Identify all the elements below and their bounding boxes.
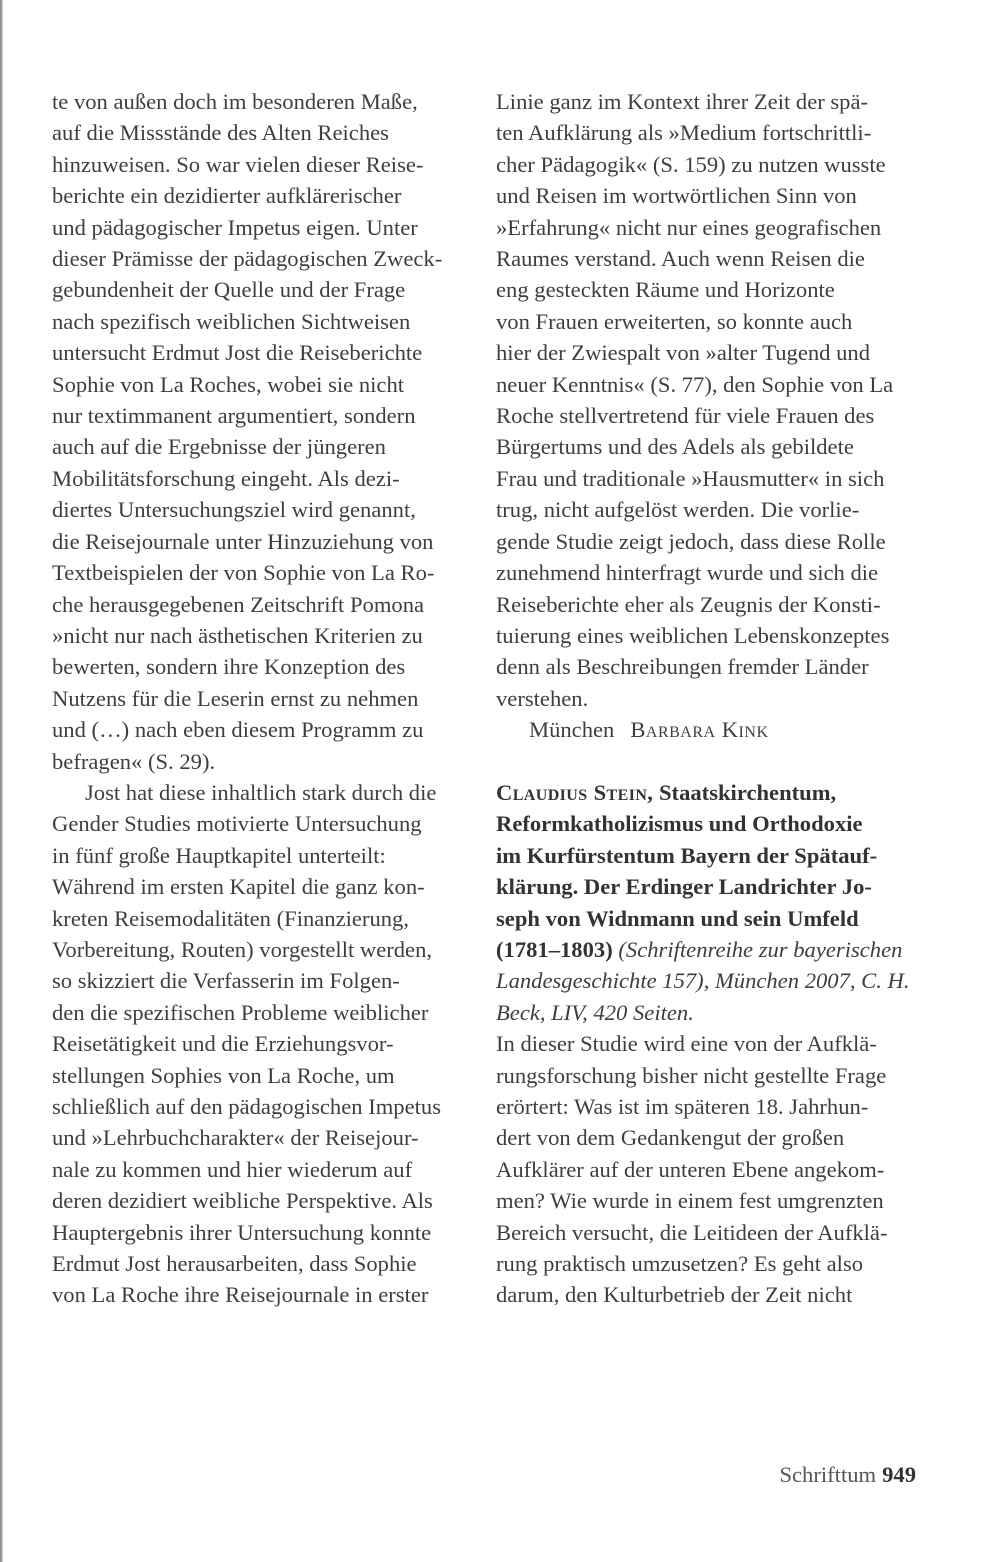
text-line: te von außen doch im besonderen Maße, xyxy=(52,89,418,114)
text-line: zunehmend hinterfragt wurde und sich die xyxy=(496,560,879,586)
review-publication-line: Landesgeschichte 157), München 2007, C. H. xyxy=(496,968,910,994)
text-line: Reisetätigkeit und die Erziehungsvor- xyxy=(52,1031,394,1057)
review-author: Claudius Stein, xyxy=(496,779,654,805)
text-line: und »Lehrbuchcharakter« der Reisejour- xyxy=(52,1125,419,1151)
page-edge-shadow xyxy=(0,0,3,1562)
text-line: che herausgegebenen Zeitschrift Pomona xyxy=(52,591,425,617)
text-line: deren dezidiert weibliche Perspektive. Als xyxy=(52,1188,433,1214)
text-line: ten Aufklärung als »Medium fortschrittli- xyxy=(496,120,872,146)
text-line: nur textimmanent argumentiert, sondern xyxy=(52,403,416,429)
review-heading-line: im Kurfürstentum Bayern der Spätauf- xyxy=(496,842,878,868)
text-line: diertes Untersuchungsziel wird genannt, xyxy=(52,497,416,523)
text-line: rung praktisch umzusetzen? Es geht also xyxy=(496,1251,864,1277)
review-series: (Schriftenreihe zur bayerischen xyxy=(618,936,903,962)
text-line: men? Wie wurde in einem fest umgrenzten xyxy=(496,1188,884,1214)
review-heading-line: Reformkatholizismus und Orthodoxie xyxy=(496,811,863,837)
paragraph-start-line: Jost hat diese inhaltlich stark durch die xyxy=(85,779,437,805)
running-footer-section: Schrifttum xyxy=(779,1462,877,1487)
review-heading-line xyxy=(496,934,916,965)
text-line: Linie ganz im Kontext ihrer Zeit der spä- xyxy=(496,89,869,114)
text-line: die Reisejournale unter Hinzuziehung von xyxy=(52,528,434,554)
text-line: gende Studie zeigt jedoch, dass diese Rolle xyxy=(496,528,886,554)
text-line: untersucht Erdmut Jost die Reiseberichte xyxy=(52,340,423,366)
signature-city: München xyxy=(529,717,615,743)
section-gap xyxy=(496,746,916,777)
text-line: eng gesteckten Räume und Horizonte xyxy=(496,277,835,303)
text-line: auch auf die Ergebnisse der jüngeren xyxy=(52,434,386,460)
review-heading-line: seph von Widnmann und sein Umfeld xyxy=(496,905,859,931)
text-line: bewerten, sondern ihre Konzeption des xyxy=(52,654,406,680)
page-footer xyxy=(779,1462,916,1488)
signature-name: Barbara Kink xyxy=(630,717,769,743)
text-line: befragen« (S. 29). xyxy=(52,748,216,774)
text-line: von Frauen erweiterten, so konnte auch xyxy=(496,308,853,334)
page-number: 949 xyxy=(882,1462,916,1487)
text-line: und pädagogischer Impetus eigen. Unter xyxy=(52,214,418,240)
text-line: Frau und traditionale »Hausmutter« in sich xyxy=(496,465,885,491)
text-line: hinzuweisen. So war vielen dieser Reise- xyxy=(52,151,424,177)
text-line: und Reisen im wortwörtlichen Sinn von xyxy=(496,183,857,209)
text-line: neuer Kenntnis« (S. 77), den Sophie von La xyxy=(496,371,894,397)
text-line: den die spezifischen Probleme weiblicher xyxy=(52,999,429,1025)
right-text-column xyxy=(496,86,916,1311)
text-line: nale zu kommen und hier wiederum auf xyxy=(52,1156,413,1182)
text-line: Aufklärer auf der unteren Ebene angekom- xyxy=(496,1156,885,1182)
text-line: cher Pädagogik« (S. 159) zu nutzen wusste xyxy=(496,151,886,177)
text-line: Textbeispielen der von Sophie von La Ro- xyxy=(52,560,435,586)
text-line: trug, nicht aufgelöst werden. Die vorlie- xyxy=(496,497,860,523)
text-line: gebundenheit der Quelle und der Frage xyxy=(52,277,406,303)
text-line: In dieser Studie wird eine von der Aufklä- xyxy=(496,1031,877,1057)
text-line: und (…) nach eben diesem Programm zu xyxy=(52,717,424,743)
text-line: von La Roche ihre Reisejournale in erster xyxy=(52,1282,429,1308)
text-line: Mobilitätsforschung eingeht. Als dezi- xyxy=(52,465,400,491)
text-line: dert von dem Gedankengut der großen xyxy=(496,1125,845,1151)
text-line: nach spezifisch weiblichen Sichtweisen xyxy=(52,308,411,334)
text-line: Reiseberichte eher als Zeugnis der Konsti- xyxy=(496,591,881,617)
review-title-part: Staatskirchentum, xyxy=(658,779,837,805)
review-signature xyxy=(496,714,916,745)
text-line: Roche stellvertretend für viele Frauen des xyxy=(496,403,875,429)
text-line: denn als Beschreibungen fremder Länder xyxy=(496,654,869,680)
text-line: »Erfahrung« nicht nur eines geografischen xyxy=(496,214,882,240)
text-line: erörtert: Was ist im späteren 18. Jahrhun- xyxy=(496,1093,869,1119)
text-line: darum, den Kulturbetrieb der Zeit nicht xyxy=(496,1282,853,1308)
text-line: Bürgertums und des Adels als gebildete xyxy=(496,434,854,460)
text-line: Hauptergebnis ihrer Untersuchung konnte xyxy=(52,1219,432,1245)
review-heading-line xyxy=(496,777,916,808)
text-line: stellungen Sophies von La Roche, um xyxy=(52,1062,395,1088)
review-publication-line: Beck, LIV, 420 Seiten. xyxy=(496,999,694,1025)
text-line: »nicht nur nach ästhetischen Kriterien zu xyxy=(52,622,423,648)
text-line: kreten Reisemodalitäten (Finanzierung, xyxy=(52,905,409,931)
text-line: Erdmut Jost herausarbeiten, dass Sophie xyxy=(52,1251,417,1277)
text-line: so skizziert die Verfasserin im Folgen- xyxy=(52,968,400,994)
text-line: auf die Missstände des Alten Reiches xyxy=(52,120,389,146)
text-line: dieser Prämisse der pädagogischen Zweck- xyxy=(52,246,443,272)
review-years: (1781–1803) xyxy=(496,936,613,962)
text-line: Nutzens für die Leserin ernst zu nehmen xyxy=(52,685,419,711)
text-line: rungsforschung bisher nicht gestellte Frage xyxy=(496,1062,887,1088)
text-line: Gender Studies motivierte Untersuchung xyxy=(52,811,422,837)
text-line: Vorbereitung, Routen) vorgestellt werden, xyxy=(52,936,433,962)
text-line: Während im ersten Kapitel die ganz kon- xyxy=(52,874,425,900)
text-line: Raumes verstand. Auch wenn Reisen die xyxy=(496,246,865,272)
text-line: tuierung eines weiblichen Lebenskonzeptes xyxy=(496,622,890,648)
text-line: in fünf große Hauptkapitel unterteilt: xyxy=(52,842,386,868)
text-line: Sophie von La Roches, wobei sie nicht xyxy=(52,371,405,397)
text-line: Bereich versucht, die Leitideen der Aufklä- xyxy=(496,1219,888,1245)
left-text-column xyxy=(52,86,464,1311)
review-heading-line: klärung. Der Erdinger Landrichter Jo- xyxy=(496,874,872,900)
text-line: hier der Zwiespalt von »alter Tugend und xyxy=(496,340,870,366)
text-line: verstehen. xyxy=(496,685,589,711)
text-line: berichte ein dezidierter aufklärerischer xyxy=(52,183,402,209)
text-line: schließlich auf den pädagogischen Impetus xyxy=(52,1094,441,1119)
